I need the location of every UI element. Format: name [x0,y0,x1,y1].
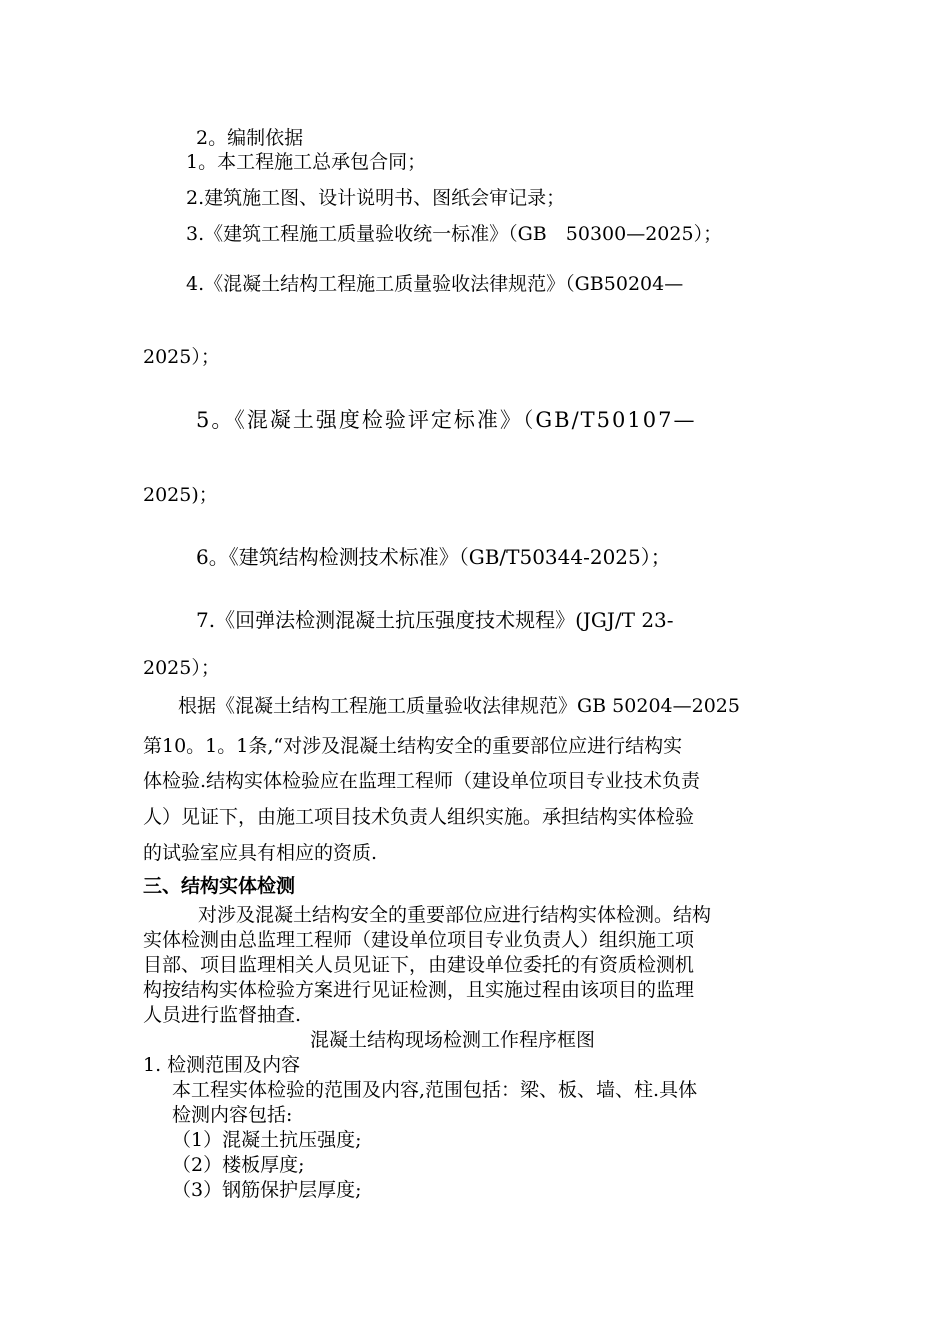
basis-paragraph-line-1: 根据《混凝土结构工程施工质量验收法律规范》GB 50204—2025 [178,695,740,717]
content-item-3: （3）钢筋保护层厚度; [172,1179,362,1201]
basis-item-1: 1。本工程施工总承包合同； [186,151,427,173]
subsection-1-line-1: 本工程实体检验的范围及内容,范围包括：梁、板、墙、柱.具体 [172,1079,698,1101]
content-item-1: （1）混凝土抗压强度; [172,1129,362,1151]
subsection-1-line-2: 检测内容包括: [172,1104,293,1126]
basis-item-7: 7.《回弹法检测混凝土抗压强度技术规程》(JGJ/T 23- [196,608,674,632]
basis-paragraph-line-5: 的试验室应具有相应的资质. [143,842,378,864]
subsection-1-heading: 1. 检测范围及内容 [143,1054,301,1076]
basis-item-7-cont: 2025）； [143,657,220,679]
basis-item-5: 5。《混凝土强度检验评定标准》（GB/T50107— [196,408,697,432]
content-item-2: （2）楼板厚度; [172,1154,305,1176]
basis-heading: 2。编制依据 [196,127,304,149]
basis-item-5-cont: 2025)； [143,484,218,506]
basis-item-4-cont: 2025）； [143,346,220,368]
section-3-line-1: 对涉及混凝土结构安全的重要部位应进行结构实体检测。结构 [198,904,712,926]
section-3-heading: 三、结构实体检测 [143,875,296,897]
section-3-line-2: 实体检测由总监理工程师（建设单位项目专业负责人）组织施工项 [143,929,695,951]
basis-item-6: 6。《建筑结构检测技术标准》（GB/T50344-2025）； [196,545,671,569]
section-3-line-4: 构按结构实体检验方案进行见证检测，且实施过程由该项目的监理 [143,979,695,1001]
basis-paragraph-line-3: 体检验.结构实体检验应在监理工程师（建设单位项目专业技术负责 [143,770,701,792]
flowchart-caption: 混凝土结构现场检测工作程序框图 [310,1029,596,1051]
basis-item-2: 2.建筑施工图、设计说明书、图纸会审记录； [186,187,566,209]
basis-paragraph-line-4: 人）见证下，由施工项目技术负责人组织实施。承担结构实体检验 [143,806,695,828]
basis-paragraph-line-2: 第10。1。1条,“对涉及混凝土结构安全的重要部位应进行结构实 [143,735,683,757]
section-3-line-5: 人员进行监督抽查. [143,1004,302,1026]
basis-item-4: 4.《混凝土结构工程施工质量验收法律规范》（GB50204— [186,273,684,295]
section-3-line-3: 目部、项目监理相关人员见证下，由建设单位委托的有资质检测机 [143,954,695,976]
basis-item-3: 3.《建筑工程施工质量验收统一标准》（GB 50300—2025）； [186,223,723,245]
